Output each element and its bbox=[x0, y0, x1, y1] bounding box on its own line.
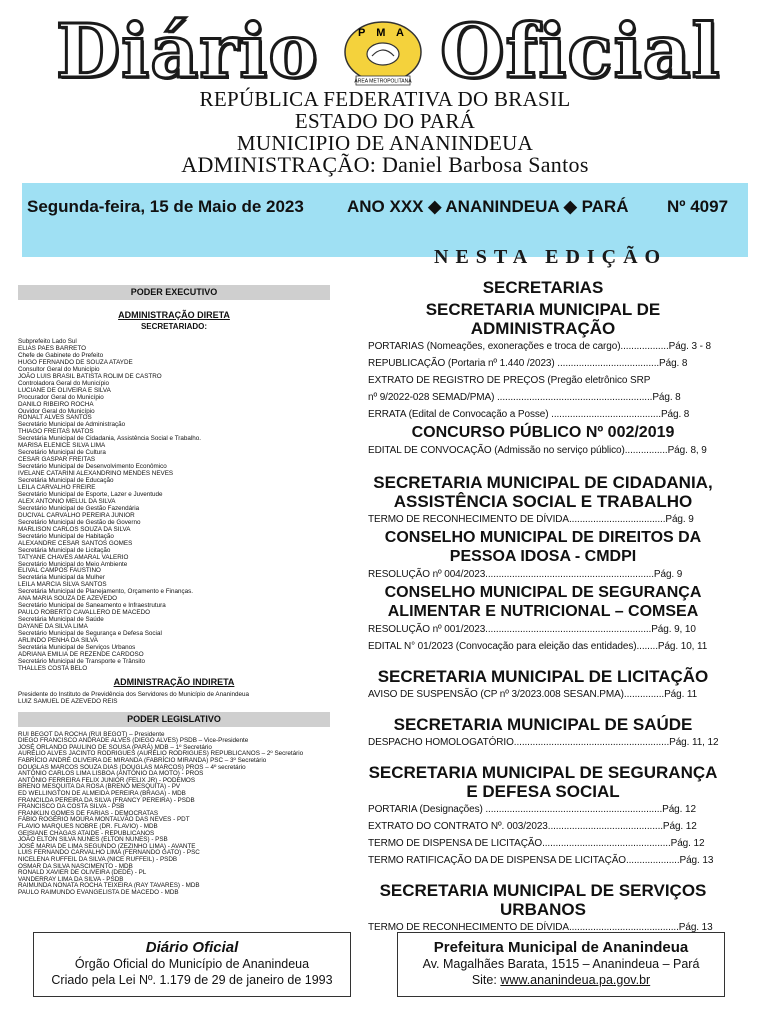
secretarias-heading: SECRETARIAS bbox=[482, 278, 604, 297]
comsea-entry[interactable]: RESOLUÇÃO nº 001/2023..............................................................Pág. 9, 10 bbox=[368, 624, 696, 635]
indireta-line: Presidente do Instituto de Previdência dos Servidores do Município de Ananindeua bbox=[18, 690, 250, 698]
indireta-line: LUIZ SAMUEL DE AZEVEDO REIS bbox=[18, 697, 118, 705]
header-administracao: ADMINISTRAÇÃO: Daniel Barbosa Santos bbox=[181, 152, 589, 177]
footer-prefeitura-box bbox=[397, 932, 725, 997]
secretariado-line: CESAR GASPAR FREITAS bbox=[18, 456, 96, 464]
adm-entry[interactable]: PORTARIAS (Nomeações, exonerações e troca de cargo)..................Pág. 3 - 8 bbox=[368, 341, 711, 352]
vereador-line: RUI BEGOT DA ROCHA (RUI BEGOT) – Presidente bbox=[18, 730, 165, 738]
vereador-line: PAULO RAIMUNDO EVANGELISTA DE MACEDO - MDB bbox=[18, 888, 179, 896]
adm-indireta-heading: ADMINISTRAÇÃO INDIRETA bbox=[113, 676, 235, 687]
vereador-line: DIEGO FRANCISCO ANDRADE ALVES (DIEGO ALVES) PSDB – Vice-Presidente bbox=[18, 737, 249, 745]
secretariado-line: Secretário Municipal de Administração bbox=[18, 421, 126, 429]
secretariado-line: THALLES COSTA BELO bbox=[18, 664, 88, 672]
header-block bbox=[0, 88, 770, 176]
legislativo-list bbox=[18, 732, 330, 897]
secretariado-line: Secretária Municipal de Serviços Urbanos bbox=[18, 643, 136, 651]
secretariado-line: Secretário Municipal de Segurança e Defesa Social bbox=[18, 630, 162, 638]
vereador-line: ANTÔNIO FERREIRA FELIX JUNIOR (FELIX JR) - PODEMOS bbox=[18, 776, 196, 784]
comsea-entries bbox=[368, 621, 718, 655]
seal-caption: ÁREA METROPOLITANA bbox=[354, 78, 412, 85]
secretariado-line: DAYANE DA SILVA LIMA bbox=[18, 623, 88, 631]
secretariado-line: PAULO ROBERTO CAVALLERO DE MACEDO bbox=[18, 609, 151, 617]
secretariado-line: Chefe de Gabinete do Prefeito bbox=[18, 351, 104, 359]
masthead bbox=[0, 8, 770, 95]
footer-diario-box bbox=[33, 932, 351, 997]
seguranca-entry[interactable]: TERMO DE DISPENSA DE LICITAÇÃO................................................Pág. 12 bbox=[368, 838, 705, 849]
vereador-line: JOSÉ ORLANDO PAULINO DE SOUSA (PARÁ) MDB – 1º Secretário bbox=[18, 743, 212, 751]
secretariado-line: Secretário Municipal de Saneamento e Infraestrutura bbox=[18, 602, 166, 610]
footer-site-label: Site: bbox=[471, 973, 501, 987]
concurso-entry[interactable]: EDITAL DE CONVOCAÇÃO (Admissão no serviço público)................Pág. 8, 9 bbox=[368, 445, 707, 456]
secretariado-line: Secretário Municipal do Meio Ambiente bbox=[18, 560, 128, 568]
vereador-line: NICELENA RUFFEIL DA SILVA (NICE RUFFEIL) - PSDB bbox=[18, 855, 178, 863]
adm-direta-heading: ADMINISTRAÇÃO DIRETA bbox=[118, 310, 230, 320]
vereador-line: GEISIANE CHAGAS ATAIDE - REPUBLICANOS bbox=[18, 829, 155, 837]
indireta-list bbox=[18, 692, 330, 706]
licitacao-entry[interactable]: AVISO DE SUSPENSÃO (CP nº 3/2023.008 SESAN.PMA)...............Pág. 11 bbox=[368, 689, 698, 700]
secretariado-line: Consultor Geral do Município bbox=[18, 365, 100, 373]
vereador-line: FLAVIO MARQUES NOBRE (DR. FLAVIO) - MDB bbox=[18, 822, 158, 830]
idosa-council-title: CONSELHO MUNICIPAL DE DIREITOS DA PESSOA IDOSA - CMDPI bbox=[384, 529, 702, 565]
vereador-line: FRANCILDA PEREIRA DA SILVA (FRANCY PEREIRA) - PSDB bbox=[18, 796, 195, 804]
vereador-line: LUIS FERNANDO CARVALHO LIMA (FERNANDO GATO) - PSC bbox=[18, 849, 200, 857]
comsea-entry[interactable]: EDITAL N° 01/2023 (Convocação para eleição das entidades)........Pág. 10, 11 bbox=[368, 641, 708, 652]
secretariado-line: TATYANE CHAVES AMARAL VALERIO bbox=[18, 553, 129, 561]
secretariado-line: Secretária Municipal da Mulher bbox=[18, 574, 105, 582]
secretariado-line: LEILA CARVALHO FREIRE bbox=[18, 484, 96, 492]
vereador-line: FRANCISCO DA COSTA SILVA - PSB bbox=[18, 803, 125, 811]
vereador-line: ANTÔNIO CARLOS LIMA LISBOA (ANTÔNIO DA MOTO) - PROS bbox=[18, 770, 204, 778]
secretariado-line: Secretária Municipal de Planejamento, Orçamento e Finanças. bbox=[18, 588, 194, 596]
header-municipio: MUNICIPIO DE ANANINDEUA bbox=[236, 131, 534, 155]
secretariado-line: Secretário Municipal de Gestão Fazendária bbox=[18, 504, 140, 512]
secretariado-line: ELIVAL CAMPOS FAUSTINO bbox=[18, 567, 101, 575]
footer-address-line: Av. Magalhães Barata, 1515 – Ananindeua – Pará bbox=[422, 957, 700, 971]
adm-entry[interactable]: REPUBLICAÇÃO (Portaria nº 1.440 /2023) ......................................Pág. 8 bbox=[368, 358, 688, 369]
edition-number: Nº 4097 bbox=[667, 197, 729, 216]
vereador-line: BRENO MESQUITA DA ROSA (BRENO MESQUITA) - PV bbox=[18, 783, 181, 791]
servicos-urbanos-entry[interactable]: TERMO DE RECONHECIMENTO DE DÍVIDA.........................................Pág. 13 bbox=[368, 922, 713, 933]
secretariado-heading: SECRETARIADO: bbox=[140, 322, 208, 331]
vereador-line: DOUGLAS MARCOS SOUZA DIAS (DOUGLAS MARCOS) PROS – 4º secretário bbox=[18, 763, 246, 771]
secretariado-line: MARISA ELENICE SILVA LIMA bbox=[18, 442, 106, 450]
licitacao-section-title: SECRETARIA MUNICIPAL DE LICITAÇÃO bbox=[377, 667, 709, 686]
seguranca-entry[interactable]: EXTRATO DO CONTRATO Nº. 003/2023...........................................Pág. 12 bbox=[368, 821, 697, 832]
edition-date: Segunda-feira, 15 de Maio de 2023 bbox=[27, 197, 304, 216]
saude-section-title: SECRETARIA MUNICIPAL DE SAÚDE bbox=[393, 715, 693, 734]
secretariado-line: Secretário Municipal de Habitação bbox=[18, 532, 114, 540]
footer-prefeitura-title: Prefeitura Municipal de Ananindeua bbox=[433, 939, 689, 956]
adm-entry[interactable]: nº 9/2022-028 SEMAD/PMA) ..........................................................Pág. 8 bbox=[368, 392, 681, 403]
secretariado-line: Secretária Municipal de Educação bbox=[18, 477, 114, 485]
seguranca-section-title: SECRETARIA MUNICIPAL DE SEGURANÇA E DEFESA SOCIAL bbox=[368, 763, 718, 801]
masthead-title-right: Oficial bbox=[440, 9, 721, 95]
saude-entry[interactable]: DESPACHO HOMOLOGATÓRIO..........................................................Pág. 11, 12 bbox=[368, 737, 719, 748]
vereador-line: ED WELLINGTON DE ALMEIDA PEREIRA (BRAGA) - MDB bbox=[18, 790, 186, 797]
footer-orgao-line: Órgão Oficial do Município de Ananindeua bbox=[74, 957, 310, 971]
footer-site-line bbox=[398, 972, 724, 988]
secretariado-line: JOÃO LUIS BRASIL BATISTA ROLIM DE CASTRO bbox=[18, 372, 162, 380]
secretariado-line: HUGO FERNANDO DE SOUZA ATAYDE bbox=[18, 358, 133, 366]
vereador-line: FÁBIO ROGÉRIO MOURA MONTALVÃO DAS NEVES - PDT bbox=[18, 816, 190, 824]
secretariado-line: Controladora Geral do Município bbox=[18, 379, 110, 387]
secretariado-line: LEILA MARCIA SILVA SANTOS bbox=[18, 581, 107, 589]
seal-letters: P M A bbox=[358, 27, 408, 39]
vereador-line: RONALD XAVIER DE OLIVEIRA (DEDÉ) - PL bbox=[18, 869, 147, 877]
secretariado-line: ADRIANA EMILIA DE REZENDE CARDOSO bbox=[18, 650, 144, 658]
secretariado-line: LUCIANE DE OLIVEIRA E SILVA bbox=[18, 386, 111, 394]
masthead-title-left: Diário bbox=[56, 9, 319, 95]
concurso-title: CONCURSO PÚBLICO Nº 002/2019 bbox=[411, 424, 675, 441]
secretariado-line: ARLINDO PENHA DA SILVA bbox=[18, 636, 98, 644]
footer-lei-line: Criado pela Lei Nº. 1.179 de 29 de janeiro de 1993 bbox=[51, 973, 333, 987]
vereador-line: RAIMUNDA NONATA ROCHA TEIXEIRA (RAY TAVARES) - MDB bbox=[18, 882, 200, 890]
vereador-line: OSMAR DA SILVA NASCIMENTO - MDB bbox=[18, 862, 133, 870]
secretariado-line: Subprefeito Lado Sul bbox=[18, 338, 77, 345]
secretariado-list bbox=[18, 339, 330, 673]
footer-site-link[interactable]: www.ananindeua.pa.gov.br bbox=[500, 973, 651, 987]
footer-diario-title: Diário Oficial bbox=[145, 939, 239, 956]
nesta-edicao-heading: NESTA EDIÇÃO bbox=[434, 246, 668, 268]
secretariado-line: THIAGO FREITAS MATOS bbox=[18, 428, 94, 436]
seguranca-entry[interactable]: PORTARIA (Designações) ..................................................................Pág. 12 bbox=[368, 804, 696, 815]
seguranca-entry[interactable]: TERMO RATIFICAÇÃO DA DE DISPENSA DE LICITAÇÃO....................Pág. 13 bbox=[368, 855, 714, 866]
secretariado-line: Secretário Municipal de Esporte, Lazer e Juventude bbox=[18, 490, 163, 498]
adm-section-title: SECRETARIA MUNICIPAL DE ADMINISTRAÇÃO bbox=[425, 300, 661, 338]
seguranca-entries bbox=[368, 801, 718, 869]
poder-legislativo-bar: PODER LEGISLATIVO bbox=[18, 712, 330, 727]
servicos-urbanos-section-title: SECRETARIA MUNICIPAL DE SERVIÇOS URBANOS bbox=[379, 881, 707, 919]
adm-entry[interactable]: EXTRATO DE REGISTRO DE PREÇOS (Pregão eletrônico SRP bbox=[368, 375, 651, 386]
secretariado-line: ANA MARIA SOUZA DE AZEVEDO bbox=[18, 595, 118, 603]
idosa-entry[interactable]: RESOLUÇÃO nº 004/2023...............................................................Pág. 9 bbox=[368, 569, 683, 580]
secretariado-line: IVELANE CATARINI ALEXANDRINO MENDES NEVES bbox=[18, 470, 174, 478]
secretariado-line: Secretário Municipal de Transporte e Trânsito bbox=[18, 657, 146, 665]
secretariado-line: Secretária Municipal de Cidadania, Assistência Social e Trabalho. bbox=[18, 435, 202, 443]
adm-entries bbox=[368, 338, 718, 423]
comsea-council-title: CONSELHO MUNICIPAL DE SEGURANÇA ALIMENTAR E NUTRICIONAL – COMSEA bbox=[384, 584, 702, 620]
municipal-seal-icon bbox=[338, 16, 428, 90]
vereador-line: JOÃO ELTON SILVA NUNES (ELTON NUNES) - PSB bbox=[18, 836, 168, 844]
secretariado-line: Secretária Municipal de Saúde bbox=[18, 616, 104, 624]
secretariado-line: MARLISON CARLOS SOUZA DA SILVA bbox=[18, 525, 131, 533]
vereador-line: FRANKLIN GOMES DE FARIAS - DEMOCRATAS bbox=[18, 809, 159, 817]
secretariado-line: ELIAS PAES BARRETO bbox=[18, 344, 87, 352]
secretariado-line: DUCIVAL CARVALHO PEREIRA JUNIOR bbox=[18, 511, 135, 519]
secretariado-line: RONALT ALVES SANTOS bbox=[18, 414, 92, 422]
secretariado-line: Secretário Municipal de Desenvolvimento Econômico bbox=[18, 463, 167, 471]
secretariado-line: Secretária Municipal de Licitação bbox=[18, 546, 111, 554]
cidadania-section-title: SECRETARIA MUNICIPAL DE CIDADANIA, ASSISTÊNCIA SOCIAL E TRABALHO bbox=[373, 473, 713, 511]
secretariado-line: Procurador Geral do Município bbox=[18, 393, 104, 401]
vereador-line: AURÉLIO ALVES JACINTO RODRIGUES (AURÉLIO RODRIGUES) REPUBLICANOS – 2º Secretário bbox=[18, 750, 304, 758]
header-estado: ESTADO DO PARÁ bbox=[294, 109, 476, 133]
vereador-line: FABRÍCIO ANDRÉ OLIVEIRA DE MIRANDA (FABRÍCIO MIRANDA) PSC – 3º Secretário bbox=[18, 757, 267, 765]
secretariado-line: Ouvidor Geral do Município bbox=[18, 407, 95, 415]
secretariado-line: DANILO RIBEIRO ROCHA bbox=[18, 400, 94, 408]
right-column bbox=[368, 278, 718, 936]
secretariado-line: ALEX ANTONIO MELUL DA SILVA bbox=[18, 497, 116, 505]
edition-year-location: ANO XXX ◆ ANANINDEUA ◆ PARÁ bbox=[347, 197, 629, 216]
vereador-line: JOSÉ MARIA DE LIMA SEGUNDO (ZEZINHO LIMA) - AVANTE bbox=[18, 842, 196, 850]
poder-executivo-bar: PODER EXECUTIVO bbox=[18, 285, 330, 300]
left-column bbox=[18, 285, 330, 897]
secretariado-line: Secretário Municipal de Cultura bbox=[18, 449, 106, 457]
cidadania-entry[interactable]: TERMO DE RECONHECIMENTO DE DÍVIDA....................................Pág. 9 bbox=[368, 514, 694, 525]
secretariado-line: ALEXANDRE CESAR SANTOS GOMES bbox=[18, 539, 133, 547]
header-republica: REPÚBLICA FEDERATIVA DO BRASIL bbox=[199, 87, 571, 111]
vereador-line: VANDERRAY LIMA DA SILVA - PSDB bbox=[18, 875, 124, 883]
adm-entry[interactable]: ERRATA (Edital de Convocação a Posse) .........................................Pág. 8 bbox=[368, 409, 690, 420]
secretariado-line: Secretário Municipal de Gestão de Governo bbox=[18, 518, 141, 526]
